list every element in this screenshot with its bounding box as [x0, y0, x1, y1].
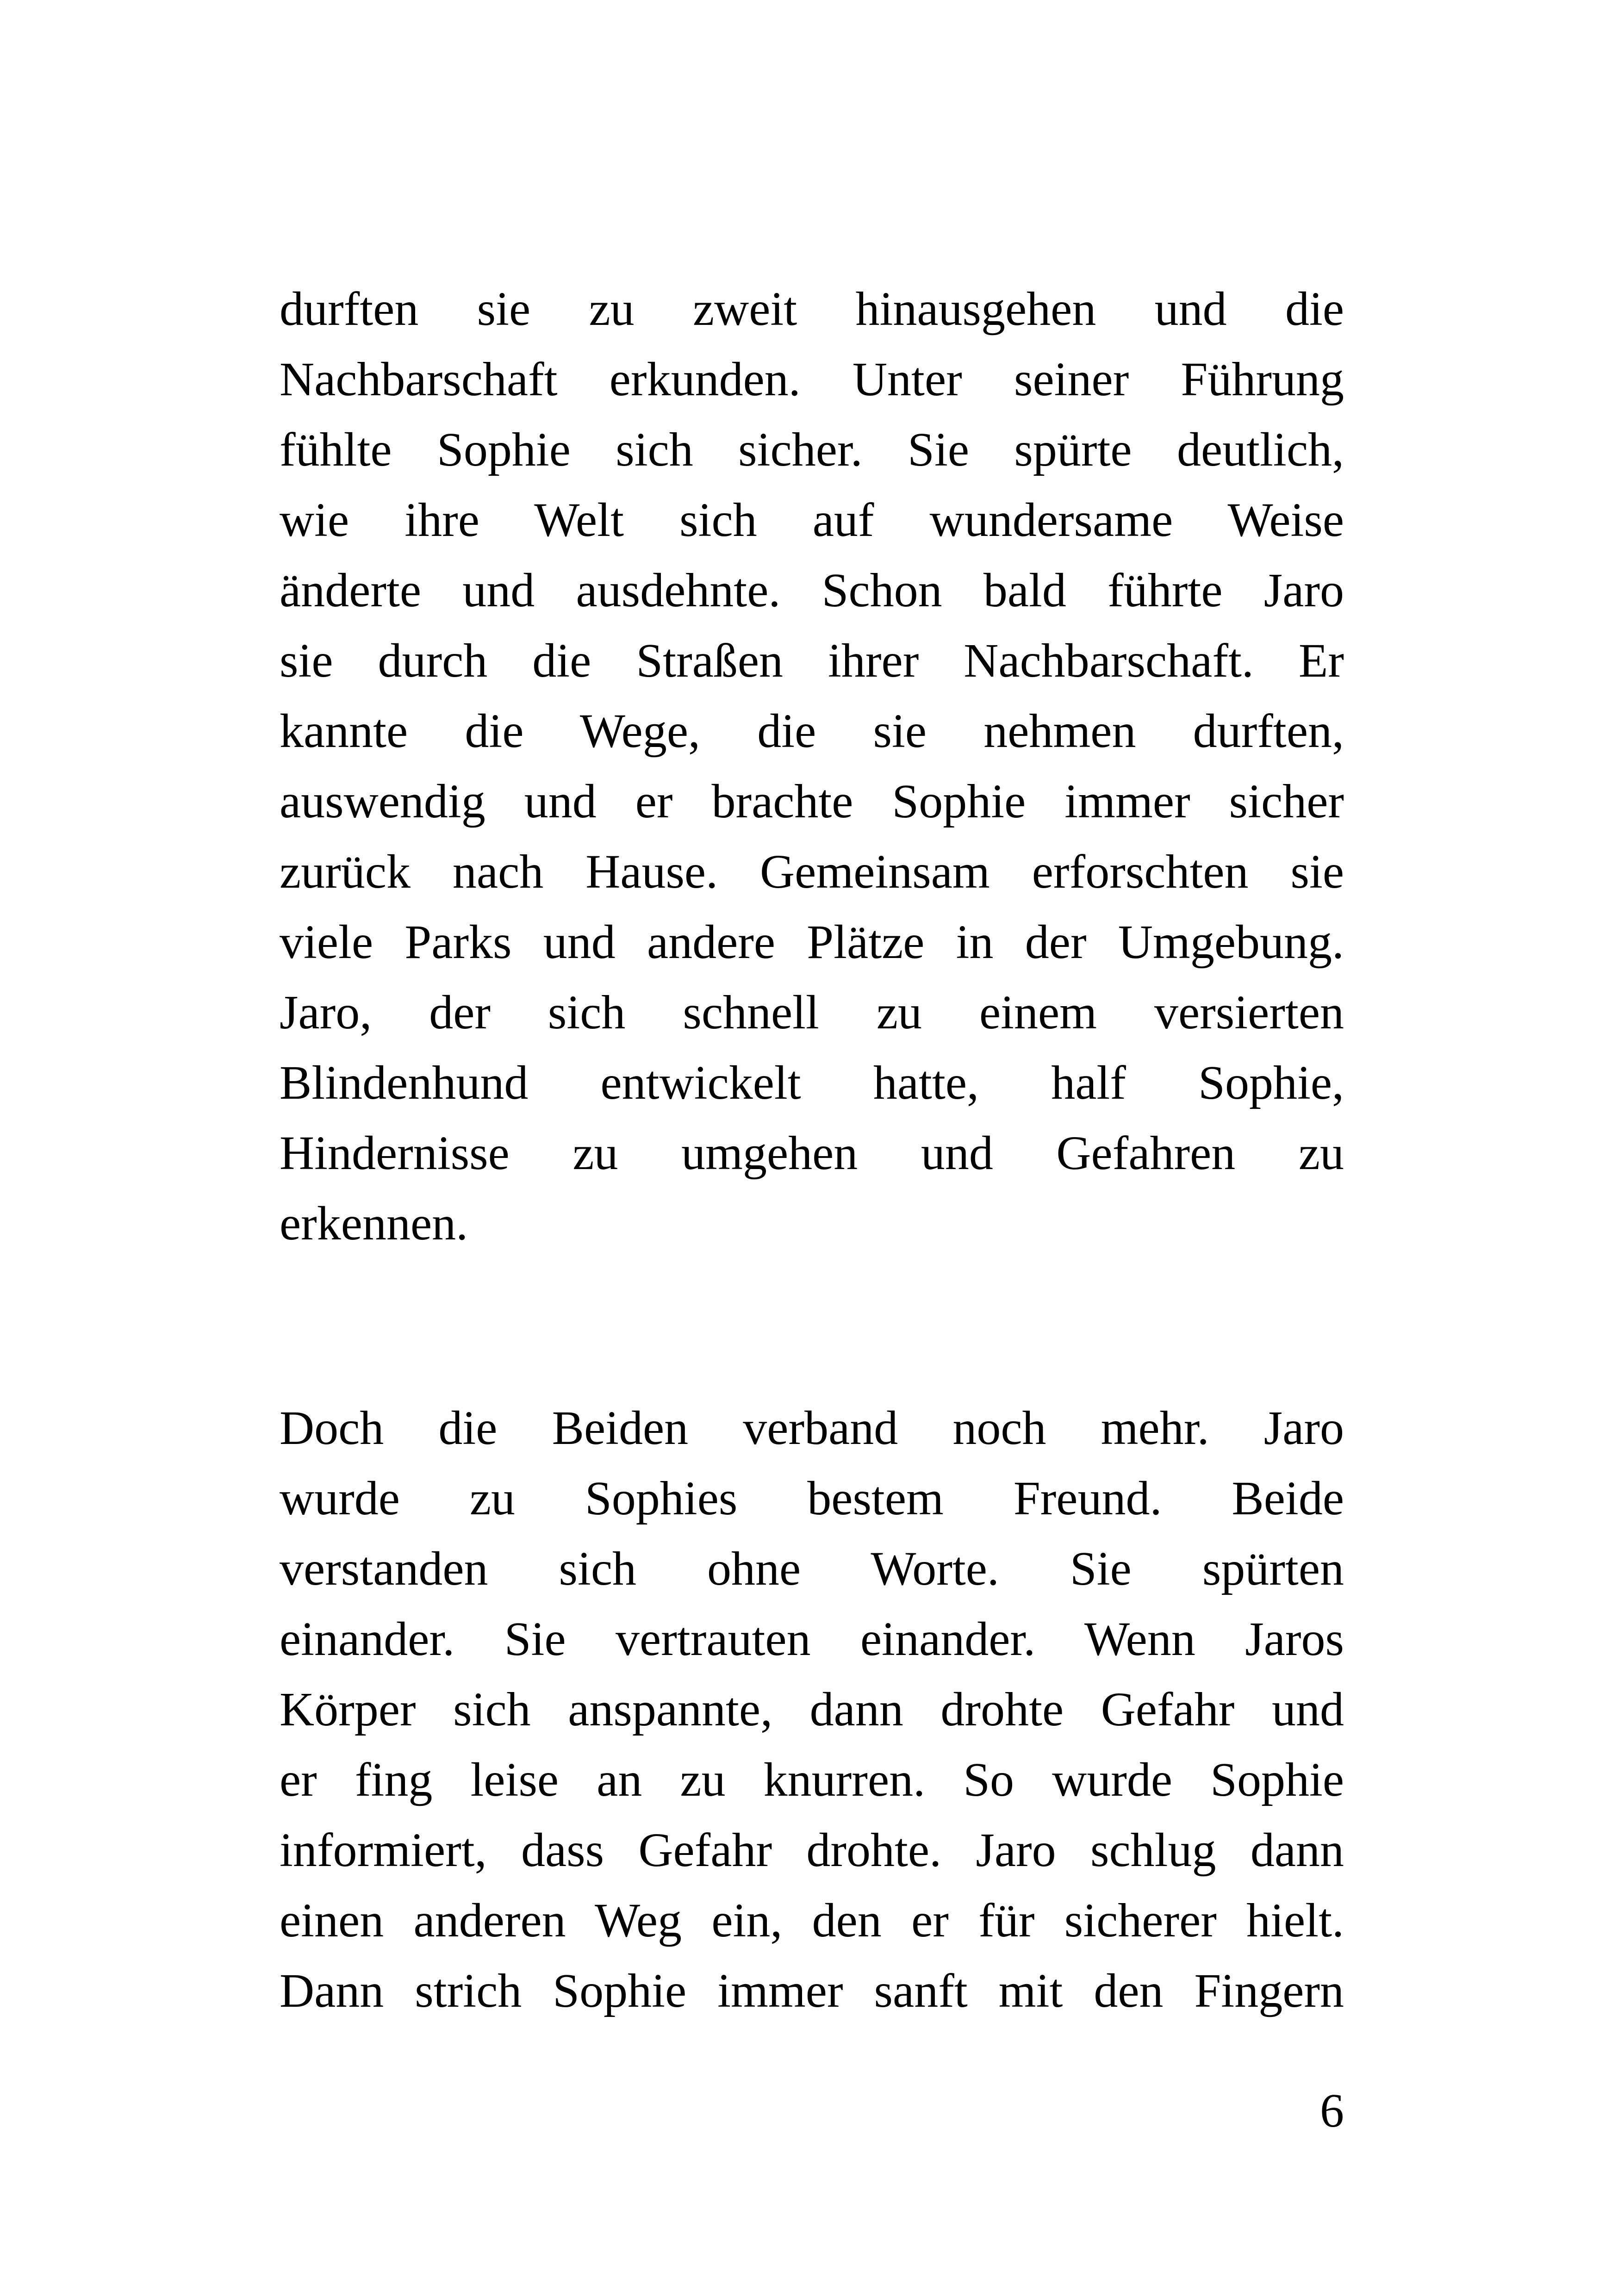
- text-line: Dann strich Sophie immer sanft mit den Fingern: [280, 1964, 1344, 2017]
- text-line: fühlte Sophie sich sicher. Sie spürte deutlich,: [280, 423, 1344, 476]
- text-line: einen anderen Weg ein, den er für sicherer hielt.: [280, 1894, 1344, 1947]
- text-line: zurück nach Hause. Gemeinsam erforschten sie: [280, 845, 1344, 898]
- text-line: Körper sich anspannte, dann drohte Gefahr und: [280, 1683, 1344, 1736]
- text-line: kannte die Wege, die sie nehmen durften,: [280, 704, 1344, 758]
- text-line: wie ihre Welt sich auf wundersame Weise: [280, 493, 1344, 547]
- text-line: er fing leise an zu knurren. So wurde Sophie: [280, 1753, 1344, 1806]
- text-line: Jaro, der sich schnell zu einem versierten: [280, 986, 1344, 1039]
- text-line: informiert, dass Gefahr drohte. Jaro schlug dann: [280, 1823, 1344, 1877]
- paragraph-2: [280, 1393, 1344, 2026]
- text-line: erkennen.: [280, 1197, 468, 1250]
- text-line: Nachbarschaft erkunden. Unter seiner Führung: [280, 353, 1344, 406]
- text-line: Doch die Beiden verband noch mehr. Jaro: [280, 1401, 1344, 1455]
- text-line: durften sie zu zweit hinausgehen und die: [280, 282, 1344, 336]
- text-line: einander. Sie vertrauten einander. Wenn Jaros: [280, 1612, 1344, 1666]
- text-line: sie durch die Straßen ihrer Nachbarschaft. Er: [280, 634, 1344, 687]
- text-line: verstanden sich ohne Worte. Sie spürten: [280, 1542, 1344, 1595]
- text-line: Blindenhund entwickelt hatte, half Sophie,: [280, 1056, 1344, 1109]
- paragraph-1: [280, 274, 1344, 1259]
- text-line: auswendig und er brachte Sophie immer sicher: [280, 775, 1344, 828]
- page-number: 6: [1320, 2084, 1344, 2137]
- text-line: Hindernisse zu umgehen und Gefahren zu: [280, 1126, 1344, 1180]
- text-line: wurde zu Sophies bestem Freund. Beide: [280, 1472, 1344, 1525]
- text-line: änderte und ausdehnte. Schon bald führte Jaro: [280, 564, 1344, 617]
- text-line: viele Parks und andere Plätze in der Umgebung.: [280, 915, 1344, 969]
